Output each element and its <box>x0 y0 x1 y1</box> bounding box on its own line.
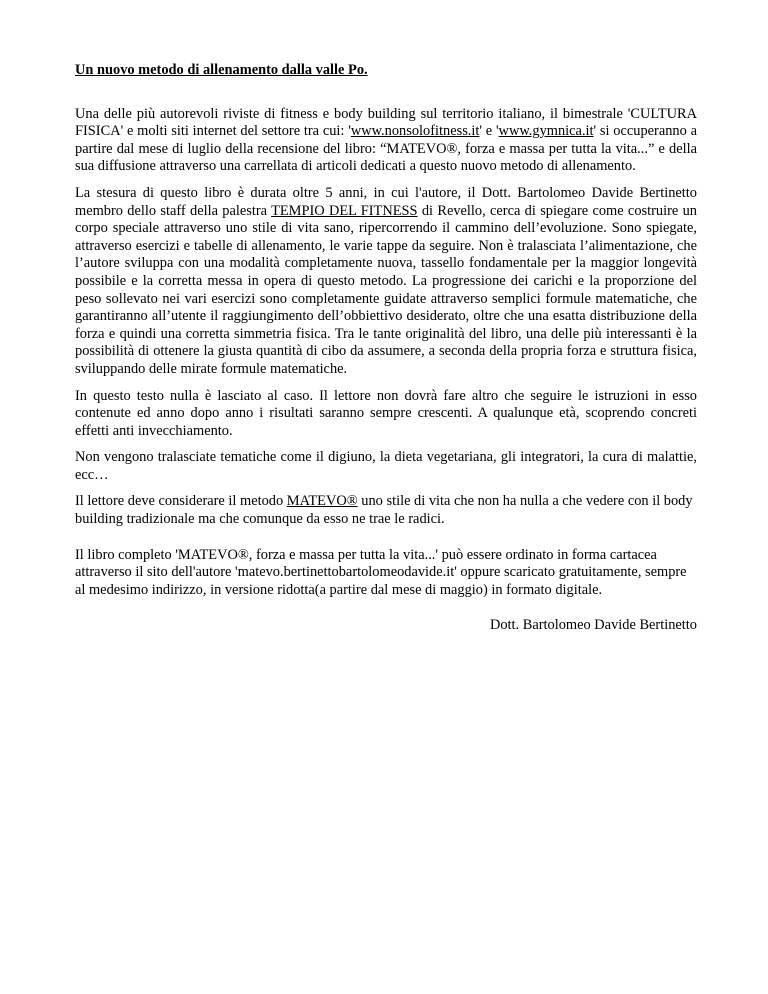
paragraph-book-description <box>75 185 697 379</box>
link-nonsolofitness[interactable]: www.nonsolofitness.it <box>350 123 480 140</box>
document-title: Un nuovo metodo di allenamento dalla valle Po. <box>75 62 368 78</box>
paragraph-intro-text-3: ' si occuperanno a partire dal mese di luglio della recensione del libro: “MATEVO®, forza e massa per tutta la vita...” e della sua diffusione attraverso una carrellata di articoli dedicati a questo nuovo metodo di allenamento. <box>75 123 697 175</box>
paragraph-topics: Non vengono tralasciate tematiche come il digiuno, la dieta vegetariana, gli integratori, la cura di malattie, ecc… <box>75 449 697 483</box>
paragraph-intro <box>75 106 697 176</box>
link-gymnica[interactable]: www.gymnica.it <box>498 123 594 140</box>
link-matevo[interactable]: MATEVO® <box>286 493 358 510</box>
paragraph-nothing-left-to-chance: In questo testo nulla è lasciato al caso. Il lettore non dovrà fare altro che seguire le istruzioni in esso contenute ed anno dopo anno i risultati saranno sempre crescenti. A qualunque età, scoprendo concreti effetti anti invecchiamento. <box>75 387 697 439</box>
paragraph-order-info: Il libro completo 'MATEVO®, forza e massa per tutta la vita...' può essere ordinato in forma cartacea attraverso il sito dell'autore 'matevo.bertinettobartolomeodavide.it' oppure scaricato gratuitamente, sempre al medesimo indirizzo, in versione ridotta(a partire dal mese di maggio) in formato digitale. <box>75 546 687 598</box>
author-signature: Dott. Bartolomeo Davide Bertinetto <box>489 617 697 634</box>
paragraph-intro-text-1: Una delle più autorevoli riviste di fitness e body building sul territorio italiano, il bimestrale 'CULTURA FISICA' e molti siti internet del settore tra cui: ' <box>75 105 697 140</box>
paragraph-intro-text-2: ' e ' <box>479 123 499 140</box>
paragraph-book-text-1: La stesura di questo libro è durata oltre 5 anni, in cui l'autore, il Dott. Bartolomeo Davide Bertinetto membro dello staff della palestra <box>75 184 697 219</box>
document-page <box>75 62 697 635</box>
paragraph-book-text-2: di Revello, cerca di spiegare come costruire un corpo speciale attraverso uno stile di vita sano, ripercorrendo il cammino dell’evoluzione. Sono spiegate, attraverso esercizi e tabelle di allenamento, le varie tappe da seguire. Non è tralasciata l’alimentazione, che l’autore sviluppa con una modalità completamente nuova, tassello fondamentale per la maggior longevità possibile e la corretta messa in opera di questo metodo. La progressione dei carichi e la proporzione del peso sollevato nei vari esercizi sono completamente guidate attraverso semplici formule matematiche, che garantiranno all’utente il raggiungimento dell’obbiettivo desiderato, oltre che una esatta distribuzione della forza e quindi una corretta simmetria fisica. Tra le tante originalità del libro, una delle più interessanti è la possibilità di ottenere la giusta quantità di cibo da assumere, a seconda della propria forza e struttura fisica, sviluppando delle mirate formule matematiche. <box>75 202 697 377</box>
paragraph-matevo-method <box>75 493 697 528</box>
gym-name: TEMPIO DEL FITNESS <box>271 202 418 219</box>
paragraph-matevo-text-1: Il lettore deve considerare il metodo <box>75 493 287 510</box>
paragraph-matevo-text-2: uno stile di vita che non ha nulla a che vedere con il body building tradizionale ma che comunque da esso ne trae le radici. <box>75 493 693 528</box>
